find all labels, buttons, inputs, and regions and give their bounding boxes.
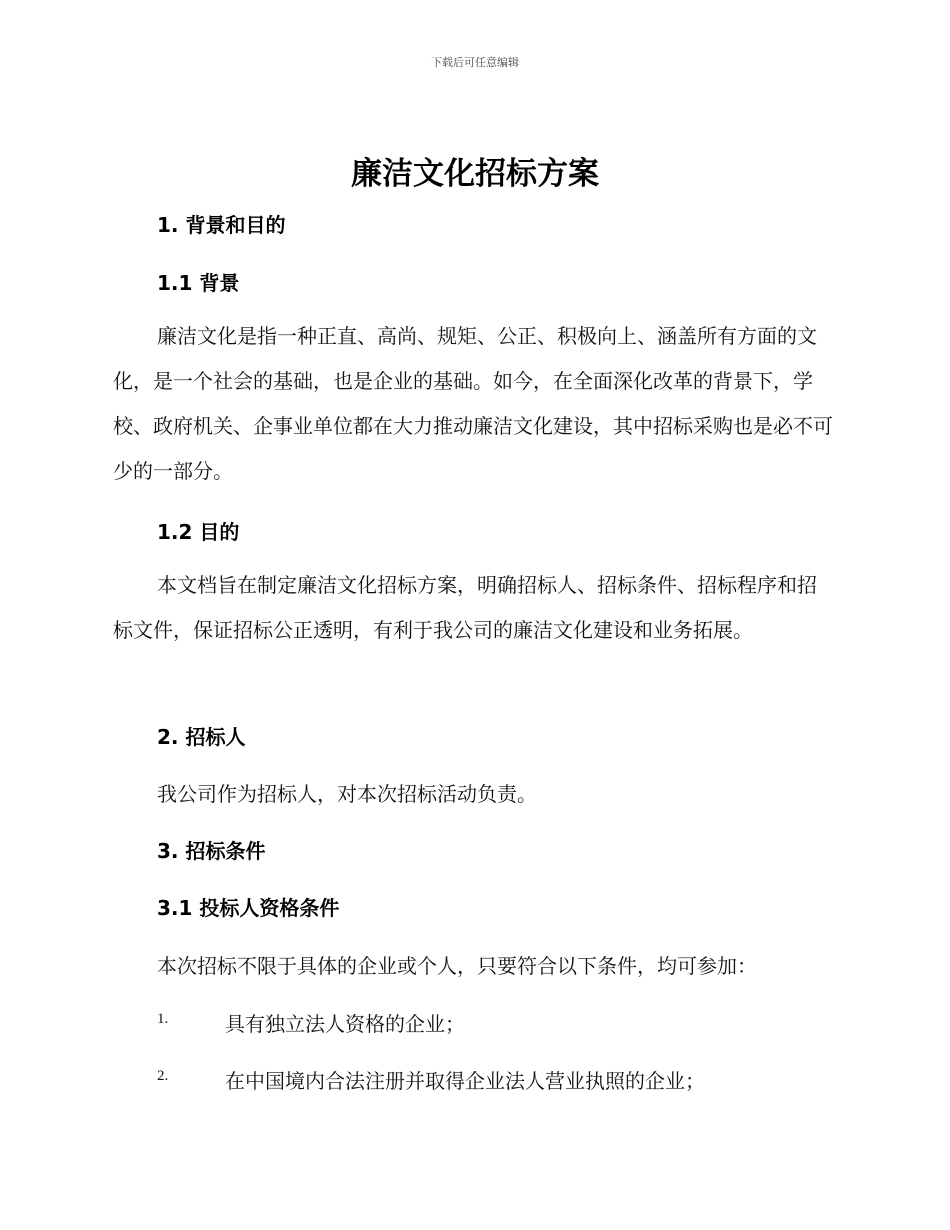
paragraph-background-text: 廉洁文化是指一种正直、高尚、规矩、公正、积极向上、涵盖所有方面的文化，是一个社会的基础，也是企业的基础。如今，在全面深化改革的背景下，学校、政府机关、企事业单位都在大力推动廉洁文化建设，其中招标采购也是必不可少的一部分。	[113, 324, 833, 483]
heading-bidder-qualifications: 3.1 投标人资格条件	[157, 896, 340, 920]
paragraph-qualifications-intro: 本次招标不限于具体的企业或个人，只要符合以下条件，均可参加：	[157, 954, 757, 978]
paragraph-purpose-text: 本文档旨在制定廉洁文化招标方案，明确招标人、招标条件、招标程序和招标文件，保证招标公正透明，有利于我公司的廉洁文化建设和业务拓展。	[113, 573, 817, 642]
document-title: 廉洁文化招标方案	[351, 156, 599, 192]
list-item-number: 2.	[157, 1068, 169, 1084]
list-item-text: 具有独立法人资格的企业；	[225, 1012, 465, 1036]
paragraph-background	[113, 314, 833, 494]
heading-background-purpose: 1. 背景和目的	[157, 213, 286, 237]
heading-background: 1.1 背景	[157, 271, 240, 295]
heading-tender-conditions: 3. 招标条件	[157, 839, 266, 863]
paragraph-tenderer: 我公司作为招标人，对本次招标活动负责。	[157, 782, 537, 806]
list-item-number: 1.	[157, 1011, 169, 1027]
paragraph-purpose	[113, 563, 833, 653]
list-item-text: 在中国境内合法注册并取得企业法人营业执照的企业；	[225, 1069, 705, 1093]
heading-tenderer: 2. 招标人	[157, 725, 246, 749]
header-note: 下载后可任意编辑	[431, 56, 519, 69]
heading-purpose: 1.2 目的	[157, 520, 240, 544]
